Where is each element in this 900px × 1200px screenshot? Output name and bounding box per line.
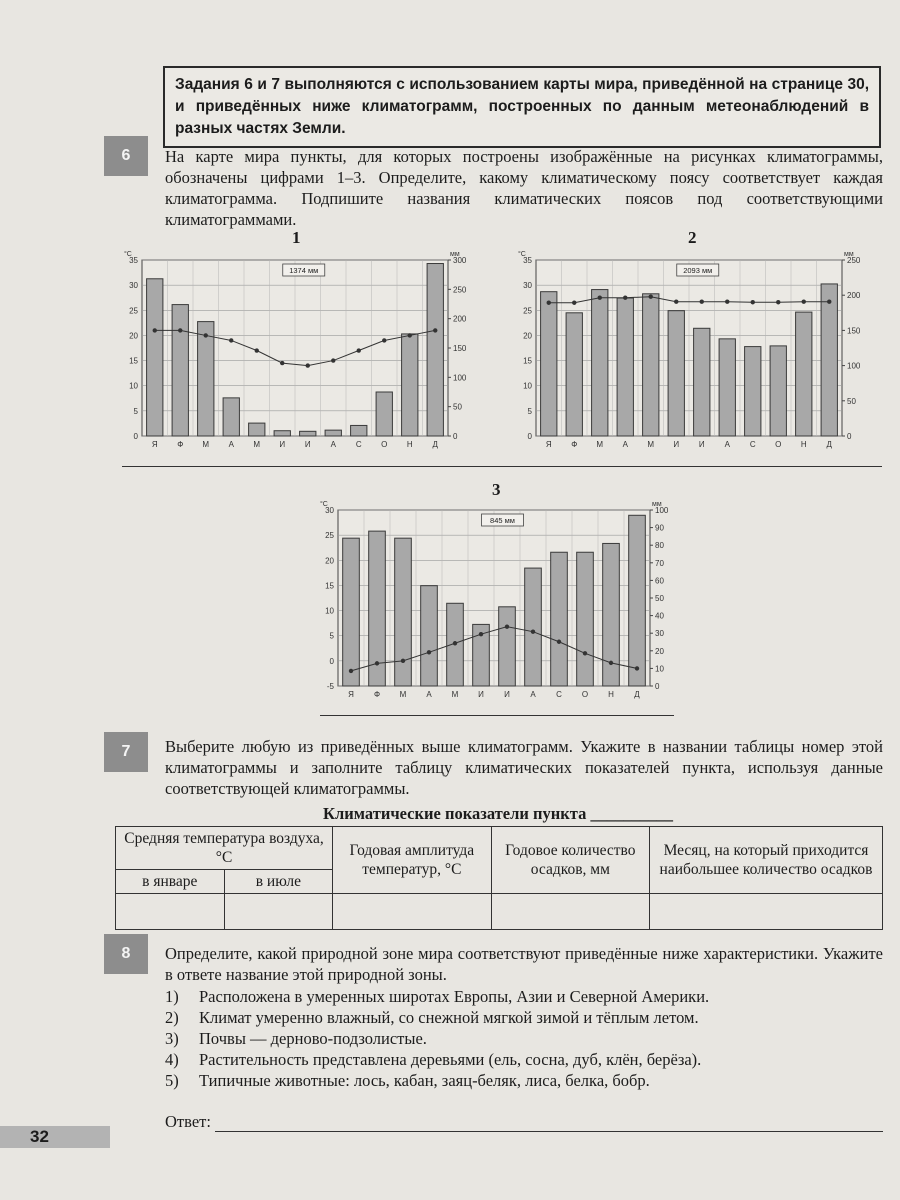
month-label: А: [622, 440, 628, 449]
left-axis-unit: °С: [320, 501, 328, 508]
month-label: И: [478, 690, 484, 699]
header-annual-precip: Годовое количество осадков, мм: [491, 827, 649, 894]
right-tick-label: 70: [655, 558, 664, 568]
annual-precip-label: 2093 мм: [683, 266, 713, 275]
temperature-point: [280, 361, 284, 365]
right-tick-label: 100: [453, 373, 467, 383]
left-tick-label: 30: [129, 281, 138, 291]
header-avg-temp: Средняя температура воздуха, °С: [116, 827, 333, 870]
precipitation-bar: [223, 398, 239, 436]
intro-box: Задания 6 и 7 выполняются с использованием карты мира, приведённой на странице 30, и приведённых ниже климатограмм, построенных по данным метеонаблюдений в разных частях Земли.: [163, 66, 881, 148]
precipitation-bar: [617, 298, 633, 436]
right-tick-label: 20: [655, 646, 664, 656]
month-label: И: [279, 440, 286, 449]
precipitation-bar: [343, 538, 360, 686]
right-tick-label: 90: [655, 523, 664, 533]
temperature-point: [827, 300, 831, 304]
climatogram-1: [118, 246, 478, 456]
left-axis-unit: °С: [124, 251, 132, 258]
precipitation-bar: [643, 294, 659, 436]
temperature-point: [547, 301, 551, 305]
precipitation-bar: [172, 305, 188, 436]
temperature-point: [178, 328, 182, 332]
month-label: Ф: [373, 690, 381, 699]
precipitation-bar: [694, 328, 710, 436]
temperature-point: [408, 333, 412, 337]
temperature-point: [751, 300, 755, 304]
task-8-text: Определите, какой природной зоне мира соответствуют приведённые ниже характеристики. Укажите в ответе название этой природной зоны.: [165, 944, 883, 984]
temperature-point: [557, 640, 561, 644]
temperature-point: [153, 328, 157, 332]
left-tick-label: 15: [129, 356, 138, 366]
left-tick-label: 25: [129, 306, 138, 316]
month-label: Я: [545, 440, 552, 449]
right-tick-label: 30: [655, 629, 664, 639]
left-tick-label: 25: [523, 306, 532, 316]
temperature-point: [802, 300, 806, 304]
precipitation-bar: [525, 568, 542, 686]
month-label: А: [330, 440, 336, 449]
right-tick-label: 150: [847, 326, 861, 336]
climatogram-3: [314, 496, 680, 706]
right-tick-label: 200: [847, 291, 861, 301]
month-label: О: [775, 440, 782, 449]
header-amplitude: Годовая амплитуда температур, °С: [333, 827, 491, 894]
cell-annual-precip[interactable]: [491, 894, 649, 930]
temperature-point: [623, 296, 627, 300]
month-label: И: [504, 690, 510, 699]
task-number-8: 8: [104, 934, 148, 974]
precipitation-bar: [745, 347, 761, 436]
temperature-point: [331, 358, 335, 362]
left-tick-label: 5: [133, 406, 138, 416]
month-label: М: [253, 440, 261, 449]
chart-1-number: 1: [292, 228, 301, 247]
right-axis-unit: мм: [844, 251, 854, 258]
left-tick-label: 15: [523, 356, 532, 366]
left-tick-label: 15: [325, 581, 334, 591]
right-tick-label: 50: [655, 594, 664, 603]
temperature-point: [382, 338, 386, 342]
precipitation-bar: [551, 552, 568, 686]
left-tick-label: 0: [329, 656, 334, 666]
temperature-point: [204, 333, 208, 337]
temperature-point: [306, 363, 310, 367]
left-tick-label: 35: [129, 256, 138, 265]
left-tick-label: 30: [523, 281, 532, 291]
precipitation-bar: [770, 346, 786, 436]
month-label: Н: [608, 690, 614, 699]
precipitation-bar: [147, 279, 163, 436]
right-tick-label: 0: [847, 432, 852, 441]
precipitation-bar: [300, 431, 316, 436]
temperature-point: [649, 295, 653, 299]
precipitation-bar: [395, 538, 412, 686]
temperature-point: [349, 669, 353, 673]
month-label: С: [355, 440, 362, 449]
table-title: Климатические показатели пункта __________: [323, 804, 673, 823]
list-item: 1) Расположена в умеренных широтах Европы, Азии и Северной Америки.: [165, 987, 710, 1006]
precipitation-bar: [325, 430, 341, 436]
precipitation-bar: [198, 322, 214, 436]
temperature-point: [505, 624, 509, 628]
month-label: Ф: [571, 440, 578, 449]
list-item: 4) Растительность представлена деревьями (ель, сосна, дуб, клён, берёза).: [165, 1050, 702, 1069]
list-item: 5) Типичные животные: лось, кабан, заяц-беляк, лиса, белка, бобр.: [165, 1071, 650, 1090]
month-label: Ф: [177, 440, 184, 449]
right-tick-label: 50: [453, 402, 462, 412]
month-label: М: [647, 440, 655, 449]
header-july: в июле: [224, 870, 333, 894]
temperature-point: [598, 296, 602, 300]
right-axis-unit: мм: [450, 251, 460, 258]
month-label: И: [673, 440, 680, 449]
answer-row: [165, 1112, 883, 1132]
month-label: А: [228, 440, 234, 449]
month-label: И: [698, 440, 705, 449]
left-tick-label: 10: [523, 381, 532, 391]
month-label: М: [596, 440, 604, 449]
precipitation-bar: [719, 339, 735, 436]
right-tick-label: 40: [655, 611, 664, 621]
climate-table: [115, 826, 883, 930]
month-label: Я: [348, 690, 354, 699]
left-tick-label: 5: [527, 406, 532, 416]
left-tick-label: 10: [129, 381, 138, 391]
temperature-point: [255, 348, 259, 352]
precipitation-bar: [629, 515, 646, 686]
month-label: Я: [151, 440, 158, 449]
temperature-point: [427, 650, 431, 654]
temperature-point: [776, 300, 780, 304]
right-tick-label: 150: [453, 344, 467, 353]
task-7-text: Выберите любую из приведённых выше климатограмм. Укажите в названии таблицы номер этой климатограммы и заполните таблицу климатических показателей пункта, используя данные соответствующей климатограммы.: [165, 737, 883, 798]
task-6-text: На карте мира пункты, для которых построены изображённые на рисунках климатограммы, обозначены цифрами 1–3. Определите, какому климатическому поясу соответствует каждая климатограмма. Подпишите названия климатических поясов под соответствующими климатограммами.: [165, 147, 883, 229]
answer-line-chart-1[interactable]: [122, 466, 882, 467]
month-label: Д: [826, 440, 832, 449]
month-label: С: [556, 690, 562, 699]
temperature-point: [635, 666, 639, 670]
left-tick-label: -5: [326, 682, 334, 691]
task-8-list: [165, 986, 883, 1091]
task-number-6: 6: [104, 136, 148, 176]
chart-2-number: 2: [688, 228, 697, 247]
temperature-point: [401, 659, 405, 663]
left-tick-label: 25: [325, 531, 334, 541]
precipitation-bar: [821, 284, 837, 436]
temperature-point: [700, 300, 704, 304]
left-tick-label: 0: [527, 432, 532, 441]
precipitation-bar: [351, 425, 367, 436]
right-tick-label: 250: [847, 256, 861, 265]
left-axis-unit: °С: [518, 251, 526, 258]
temperature-point: [531, 629, 535, 633]
cell-january[interactable]: [116, 894, 225, 930]
right-tick-label: 250: [453, 285, 467, 295]
precipitation-bar: [421, 586, 438, 686]
right-axis-unit: мм: [652, 501, 662, 508]
temperature-point: [479, 632, 483, 636]
cell-max-month[interactable]: [650, 894, 883, 930]
right-tick-label: 80: [655, 541, 664, 551]
right-tick-label: 0: [453, 432, 458, 441]
precipitation-bar: [402, 334, 418, 436]
month-label: А: [724, 440, 730, 449]
month-label: Н: [406, 440, 413, 449]
precipitation-bar: [577, 552, 594, 686]
left-tick-label: 20: [129, 331, 138, 341]
temperature-point: [572, 301, 576, 305]
answer-field[interactable]: [215, 1115, 883, 1132]
precipitation-bar: [592, 290, 608, 436]
answer-label: Ответ:: [165, 1112, 211, 1131]
right-tick-label: 50: [847, 396, 856, 406]
month-label: И: [304, 440, 311, 449]
right-tick-label: 300: [453, 256, 467, 265]
month-label: О: [381, 440, 388, 449]
month-label: О: [581, 690, 589, 699]
left-tick-label: 20: [523, 331, 532, 341]
month-label: А: [530, 690, 536, 699]
temperature-point: [725, 300, 729, 304]
precipitation-bar: [668, 311, 684, 436]
answer-line-chart-3[interactable]: [320, 715, 674, 716]
temperature-point: [357, 348, 361, 352]
annual-precip-label: 845 мм: [490, 516, 515, 525]
month-label: А: [426, 690, 432, 699]
month-label: М: [202, 440, 210, 449]
month-label: Н: [800, 440, 807, 449]
temperature-point: [229, 338, 233, 342]
right-tick-label: 100: [847, 361, 861, 371]
temperature-point: [433, 328, 437, 332]
temperature-point: [674, 300, 678, 304]
precipitation-bar: [274, 431, 290, 436]
left-tick-label: 35: [523, 256, 532, 265]
precipitation-bar: [427, 264, 443, 436]
month-label: М: [451, 690, 459, 699]
temperature-point: [583, 651, 587, 655]
precipitation-bar: [566, 313, 582, 436]
temperature-point: [375, 661, 379, 665]
chart-3-number: 3: [492, 480, 501, 499]
precipitation-bar: [249, 423, 265, 436]
annual-precip-label: 1374 мм: [289, 266, 319, 275]
temperature-point: [453, 641, 457, 645]
temperature-point: [609, 661, 613, 665]
cell-amplitude[interactable]: [333, 894, 491, 930]
list-item: 2) Климат умеренно влажный, со снежной мягкой зимой и тёплым летом.: [165, 1008, 699, 1027]
right-tick-label: 200: [453, 314, 467, 324]
page-number: 32: [0, 1126, 110, 1148]
left-tick-label: 20: [325, 556, 334, 566]
climatogram-2: [512, 246, 872, 456]
header-january: в январе: [116, 870, 225, 894]
left-tick-label: 5: [329, 631, 334, 641]
precipitation-bar: [541, 292, 557, 436]
precipitation-bar: [796, 312, 812, 436]
month-label: М: [399, 690, 407, 699]
left-tick-label: 10: [325, 606, 334, 616]
task-number-7: 7: [104, 732, 148, 772]
right-tick-label: 60: [655, 576, 664, 586]
month-label: Д: [634, 690, 640, 699]
precipitation-bar: [376, 392, 392, 436]
right-tick-label: 100: [655, 506, 669, 515]
header-max-month: Месяц, на который приходится наибольшее количество осадков: [650, 827, 883, 894]
month-label: Д: [432, 440, 438, 449]
precipitation-bar: [499, 607, 516, 686]
month-label: С: [749, 440, 756, 449]
left-tick-label: 0: [133, 432, 138, 441]
list-item: 3) Почвы — дерново-подзолистые.: [165, 1029, 427, 1048]
cell-july[interactable]: [224, 894, 333, 930]
left-tick-label: 30: [325, 506, 334, 515]
right-tick-label: 0: [655, 682, 660, 691]
right-tick-label: 10: [655, 664, 664, 674]
